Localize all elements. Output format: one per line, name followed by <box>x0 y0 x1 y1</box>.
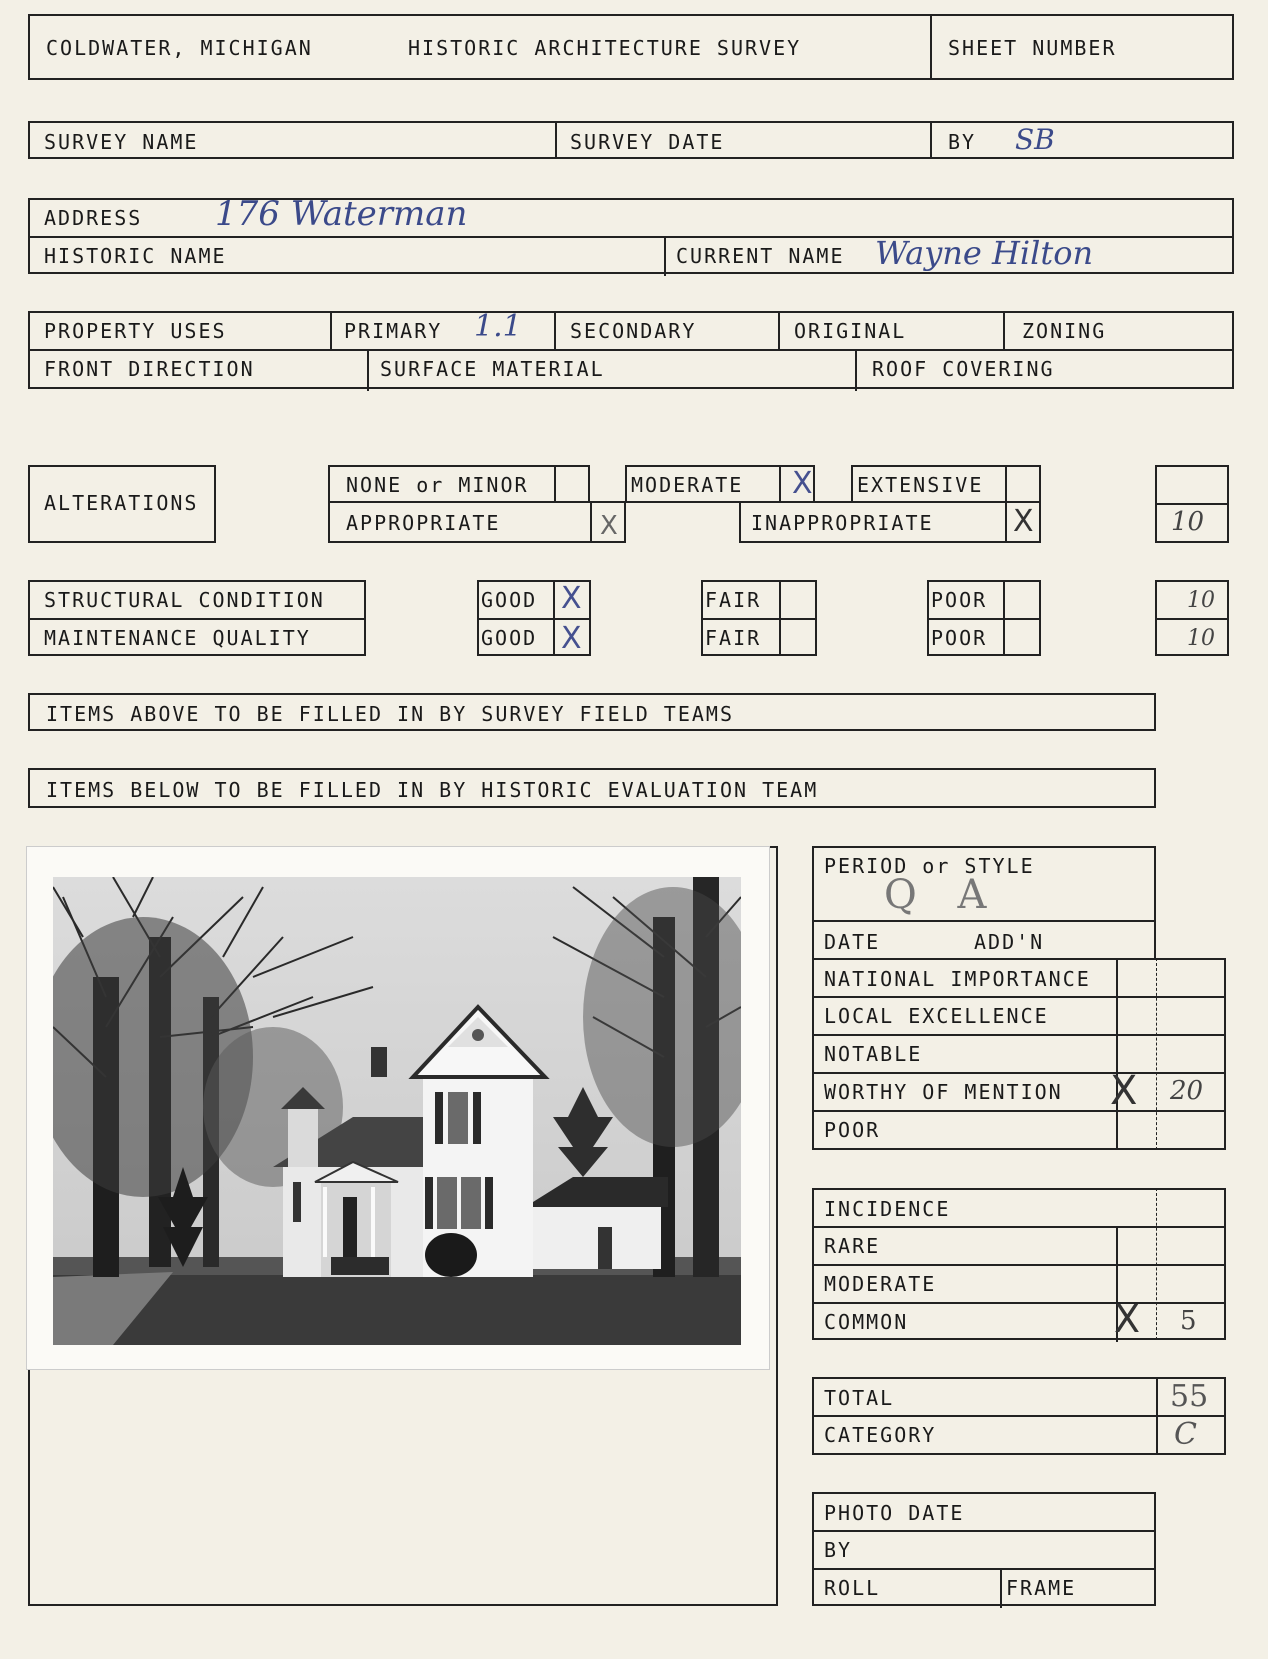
period-style-value: Q A <box>884 872 1001 918</box>
total-label: TOTAL <box>824 1386 895 1410</box>
sheet-number-label: SHEET NUMBER <box>948 36 1117 60</box>
worthy-check-mark: X <box>1110 1068 1138 1114</box>
row-divider <box>812 996 1226 998</box>
col-divider <box>1000 1568 1002 1608</box>
period-style-label: PERIOD or STYLE <box>824 854 1035 878</box>
photo-mount <box>26 846 770 1370</box>
survey-row <box>28 121 1234 159</box>
note-below-box <box>28 768 1156 808</box>
worthy-of-mention-label: WORTHY OF MENTION <box>824 1080 1063 1104</box>
extensive-box <box>851 465 1041 503</box>
maintenance-quality-label: MAINTENANCE QUALITY <box>44 626 311 650</box>
city-label: COLDWATER, MICHIGAN <box>46 36 313 60</box>
row-divider <box>812 1072 1226 1074</box>
alterations-score-box <box>1155 465 1229 543</box>
by-label: BY <box>948 130 977 154</box>
checkbox-extensive[interactable] <box>1005 465 1043 503</box>
fair-label-1: FAIR <box>705 588 762 612</box>
roof-covering-label: ROOF COVERING <box>872 357 1055 381</box>
fair-box <box>701 580 817 656</box>
inappropriate-label: INAPPROPRIATE <box>751 511 934 535</box>
checkbox-fair[interactable] <box>779 580 817 656</box>
address-value: 176 Waterman <box>215 194 468 234</box>
incidence-table <box>812 1188 1226 1340</box>
maintenance-score: 10 <box>1187 626 1215 651</box>
none-minor-box <box>328 465 590 503</box>
incidence-label: INCIDENCE <box>824 1197 951 1221</box>
alterations-score: 10 <box>1171 507 1205 537</box>
poor-box <box>927 580 1041 656</box>
divider <box>1155 618 1229 620</box>
none-minor-label: NONE or MINOR <box>346 473 529 497</box>
row-divider <box>812 1264 1226 1266</box>
checkbox-poor[interactable] <box>1003 580 1041 656</box>
row-divider <box>812 1034 1226 1036</box>
poor-label-2: POOR <box>931 626 988 650</box>
secondary-label: SECONDARY <box>570 319 697 343</box>
front-direction-label: FRONT DIRECTION <box>44 357 255 381</box>
alterations-label-box <box>28 465 216 543</box>
row-divider <box>812 1568 1156 1570</box>
condition-label-box <box>28 580 366 656</box>
category-label: CATEGORY <box>824 1423 937 1447</box>
importance-table <box>812 958 1226 1150</box>
property-block <box>28 311 1234 389</box>
good-box <box>477 580 591 656</box>
primary-value: 1.1 <box>474 309 522 344</box>
form-title: HISTORIC ARCHITECTURE SURVEY <box>408 36 802 60</box>
inappropriate-box <box>739 501 1041 543</box>
divider <box>930 121 932 159</box>
photo-date-label: PHOTO DATE <box>824 1501 965 1525</box>
good-label-1: GOOD <box>481 588 538 612</box>
checkbox-none-minor[interactable] <box>554 465 592 503</box>
photo-info-table <box>812 1492 1156 1606</box>
original-label: ORIGINAL <box>794 319 907 343</box>
structural-good-mark: X <box>561 581 582 616</box>
local-excellence-label: LOCAL EXCELLENCE <box>824 1004 1049 1028</box>
good-label-2: GOOD <box>481 626 538 650</box>
note-above-box <box>28 693 1156 731</box>
historic-name-label: HISTORIC NAME <box>44 244 227 268</box>
property-uses-label: PROPERTY USES <box>44 319 227 343</box>
divider <box>778 311 780 349</box>
divider <box>554 311 556 349</box>
appropriate-box <box>328 501 626 543</box>
category-value: C <box>1174 1417 1197 1452</box>
row-divider <box>812 1302 1226 1304</box>
maintenance-good-mark: X <box>561 621 582 656</box>
header-divider <box>930 14 932 80</box>
divider <box>664 236 666 276</box>
divider <box>28 618 366 620</box>
col-divider-score <box>1156 958 1157 1150</box>
divider <box>330 311 332 349</box>
date-label: DATE <box>824 930 881 954</box>
structural-score: 10 <box>1187 588 1215 613</box>
row-divider <box>812 1226 1226 1228</box>
house-photo <box>53 877 741 1345</box>
moderate-label: MODERATE <box>631 473 744 497</box>
col-divider <box>1116 958 1118 1150</box>
appropriate-check-mark: X <box>600 511 618 541</box>
address-label: ADDRESS <box>44 206 143 230</box>
total-value: 55 <box>1170 1379 1209 1414</box>
structural-condition-label: STRUCTURAL CONDITION <box>44 588 325 612</box>
incidence-moderate-label: MODERATE <box>824 1272 937 1296</box>
current-name-value: Wayne Hilton <box>875 234 1094 272</box>
surface-material-label: SURFACE MATERIAL <box>380 357 605 381</box>
frame-label: FRAME <box>1006 1576 1077 1600</box>
note-below: ITEMS BELOW TO BE FILLED IN BY HISTORIC EVALUATION TEAM <box>46 778 819 802</box>
date-box <box>812 920 1156 960</box>
address-block <box>28 194 1234 274</box>
condition-score-box <box>1155 580 1229 656</box>
divider <box>555 121 557 159</box>
survey-name-label: SURVEY NAME <box>44 130 199 154</box>
by-value: SB <box>1015 123 1055 156</box>
divider <box>855 349 857 391</box>
roll-label: ROLL <box>824 1576 881 1600</box>
current-name-label: CURRENT NAME <box>676 244 845 268</box>
divider <box>28 349 1234 351</box>
photo-by-label: BY <box>824 1538 853 1562</box>
row-divider <box>812 1530 1156 1532</box>
total-table <box>812 1377 1226 1455</box>
note-above: ITEMS ABOVE TO BE FILLED IN BY SURVEY FIELD TEAMS <box>46 702 735 726</box>
poor-label-1: POOR <box>931 588 988 612</box>
worthy-score: 20 <box>1170 1076 1204 1106</box>
common-score: 5 <box>1180 1306 1197 1336</box>
national-importance-label: NATIONAL IMPORTANCE <box>824 967 1091 991</box>
fair-label-2: FAIR <box>705 626 762 650</box>
common-check-mark: X <box>1114 1297 1141 1341</box>
alterations-label: ALTERATIONS <box>44 491 199 515</box>
common-label: COMMON <box>824 1310 909 1334</box>
rare-label: RARE <box>824 1234 881 1258</box>
row-divider <box>812 1415 1226 1417</box>
extensive-label: EXTENSIVE <box>857 473 984 497</box>
moderate-box <box>625 465 815 503</box>
addn-label: ADD'N <box>974 930 1045 954</box>
divider <box>1155 503 1229 505</box>
header-box <box>28 14 1234 80</box>
survey-date-label: SURVEY DATE <box>570 130 725 154</box>
period-box <box>812 846 1156 922</box>
appropriate-label: APPROPRIATE <box>346 511 501 535</box>
notable-label: NOTABLE <box>824 1042 923 1066</box>
row-divider <box>812 1110 1226 1112</box>
zoning-label: ZONING <box>1022 319 1107 343</box>
primary-label: PRIMARY <box>344 319 443 343</box>
moderate-check-mark: X <box>792 466 813 501</box>
poor-label: POOR <box>824 1118 881 1142</box>
divider <box>1003 311 1005 349</box>
inappropriate-check-mark: X <box>1013 504 1034 539</box>
divider <box>367 349 369 391</box>
